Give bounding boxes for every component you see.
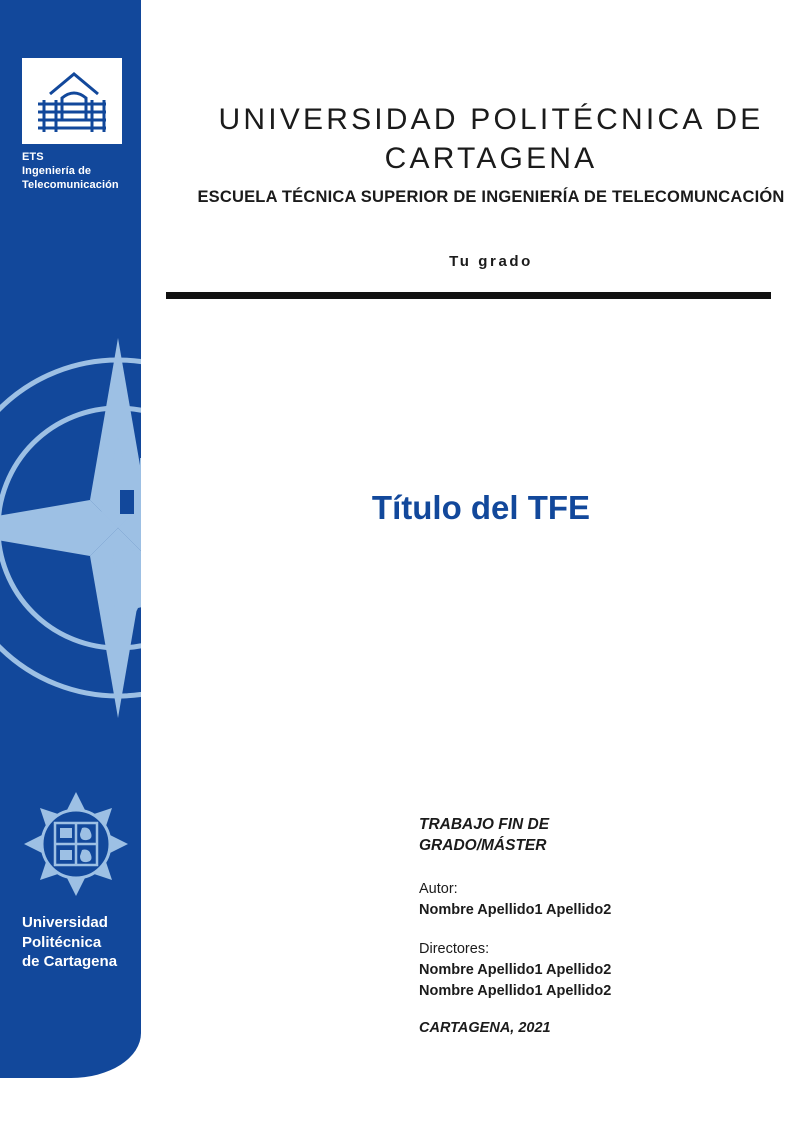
cover-metadata — [419, 815, 749, 1036]
ets-building-logo-icon — [22, 58, 122, 144]
ets-caption-line-1: ETS — [22, 151, 44, 163]
work-type — [419, 815, 749, 857]
work-type-line-2: GRADO/MÁSTER — [419, 836, 547, 854]
degree-name: Tu grado — [449, 253, 533, 270]
directors-label: Directores: — [419, 940, 490, 957]
upct-caption-line-2: Politécnica — [22, 933, 102, 951]
compass-rose-decoration-icon — [0, 318, 141, 738]
upct-caption-line-3: de Cartagena — [22, 953, 118, 970]
author-group — [419, 879, 749, 921]
document-title: Título del TFE — [371, 489, 591, 526]
ets-caption-line-3: Telecomunicación — [22, 178, 119, 191]
upct-logo-caption — [22, 913, 132, 972]
upct-logo — [22, 790, 132, 972]
work-type-line-1: TRABAJO FIN DE — [419, 816, 550, 833]
university-name: UNIVERSIDAD POLITÉCNICA DE CARTAGENA — [218, 103, 764, 175]
ets-logo-caption — [22, 151, 122, 192]
upct-caption-line-1: Universidad — [22, 914, 108, 931]
cover-sidebar — [0, 0, 141, 1078]
author-label: Autor: — [419, 880, 458, 897]
director-name-1: Nombre Apellido1 Apellido2 — [419, 961, 612, 978]
directors-group — [419, 939, 749, 1002]
director-name-2: Nombre Apellido1 Apellido2 — [419, 982, 612, 999]
author-name: Nombre Apellido1 Apellido2 — [419, 901, 612, 918]
cover-content — [141, 0, 794, 1123]
ets-logo — [22, 58, 122, 192]
ets-caption-line-2: Ingeniería de — [22, 164, 92, 177]
upct-coat-of-arms-icon — [22, 790, 130, 898]
horizontal-rule — [166, 292, 771, 299]
place-and-year: CARTAGENA, 2021 — [419, 1019, 551, 1036]
school-name: ESCUELA TÉCNICA SUPERIOR DE INGENIERÍA DE TELECOMUNCACIÓN — [197, 188, 785, 206]
